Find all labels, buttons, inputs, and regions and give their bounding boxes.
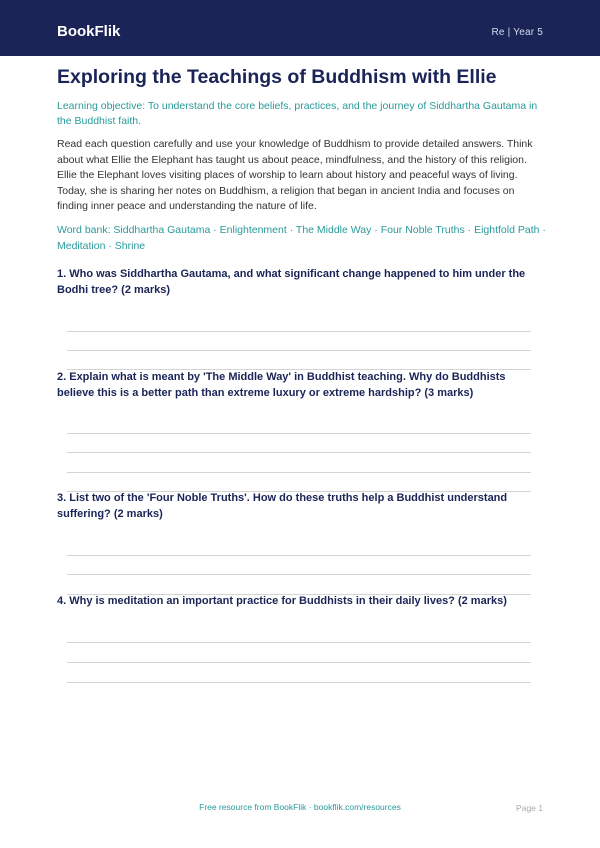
answer-line[interactable]: [67, 662, 531, 663]
question-2: 2. Explain what is meant by 'The Middle Way' in Buddhist teaching. Why do Buddhists believe this is a better path than extreme luxury or extreme hardship? (3 marks): [57, 371, 506, 399]
answer-line[interactable]: [67, 331, 531, 332]
page-title: Exploring the Teachings of Buddhism with Ellie: [57, 66, 497, 88]
intro-text: Ellie the Elephant loves visiting places of worship to learn about history and peaceful ways of living. Today, she is sharing her notes on Buddhism, a religion that began in ancient India and focuses on finding inner peace and understanding the nature of life.: [57, 169, 518, 212]
answer-line[interactable]: [67, 472, 531, 473]
word-bank: Word bank: Siddhartha Gautama · Enlightenment · The Middle Way · Four Noble Truths · Eightfold Path · Meditation · Shrine: [57, 224, 546, 252]
footer-resource-link[interactable]: Free resource from BookFlik · bookflik.com/resources: [199, 802, 401, 812]
answer-line[interactable]: [67, 574, 531, 575]
question-3: 3. List two of the 'Four Noble Truths'. How do these truths help a Buddhist understand suffering? (2 marks): [57, 492, 508, 520]
page-number: Page 1: [516, 803, 543, 813]
brand-logo[interactable]: BookFlik: [57, 23, 121, 40]
question-1: 1. Who was Siddhartha Gautama, and what significant change happened to him under the Bodhi tree? (2 marks): [57, 268, 526, 296]
question-4: 4. Why is meditation an important practice for Buddhists in their daily lives? (2 marks): [57, 595, 507, 607]
header-bar: [0, 0, 600, 56]
answer-line[interactable]: [67, 452, 531, 453]
answer-line[interactable]: [67, 642, 531, 643]
answer-line[interactable]: [67, 682, 531, 683]
instructions-text: Read each question carefully and use your knowledge of Buddhism to provide detailed answers. Think about what Ellie the Elephant has taught us about peace, mindfulness, and the history of this religion.: [57, 138, 533, 166]
learning-objective: Learning objective: To understand the core beliefs, practices, and the journey of Siddhartha Gautama in the Buddhist faith.: [57, 100, 538, 127]
answer-line[interactable]: [67, 433, 531, 434]
answer-line[interactable]: [67, 555, 531, 556]
answer-line[interactable]: [67, 350, 531, 351]
subject-year-label: Re | Year 5: [491, 27, 543, 38]
